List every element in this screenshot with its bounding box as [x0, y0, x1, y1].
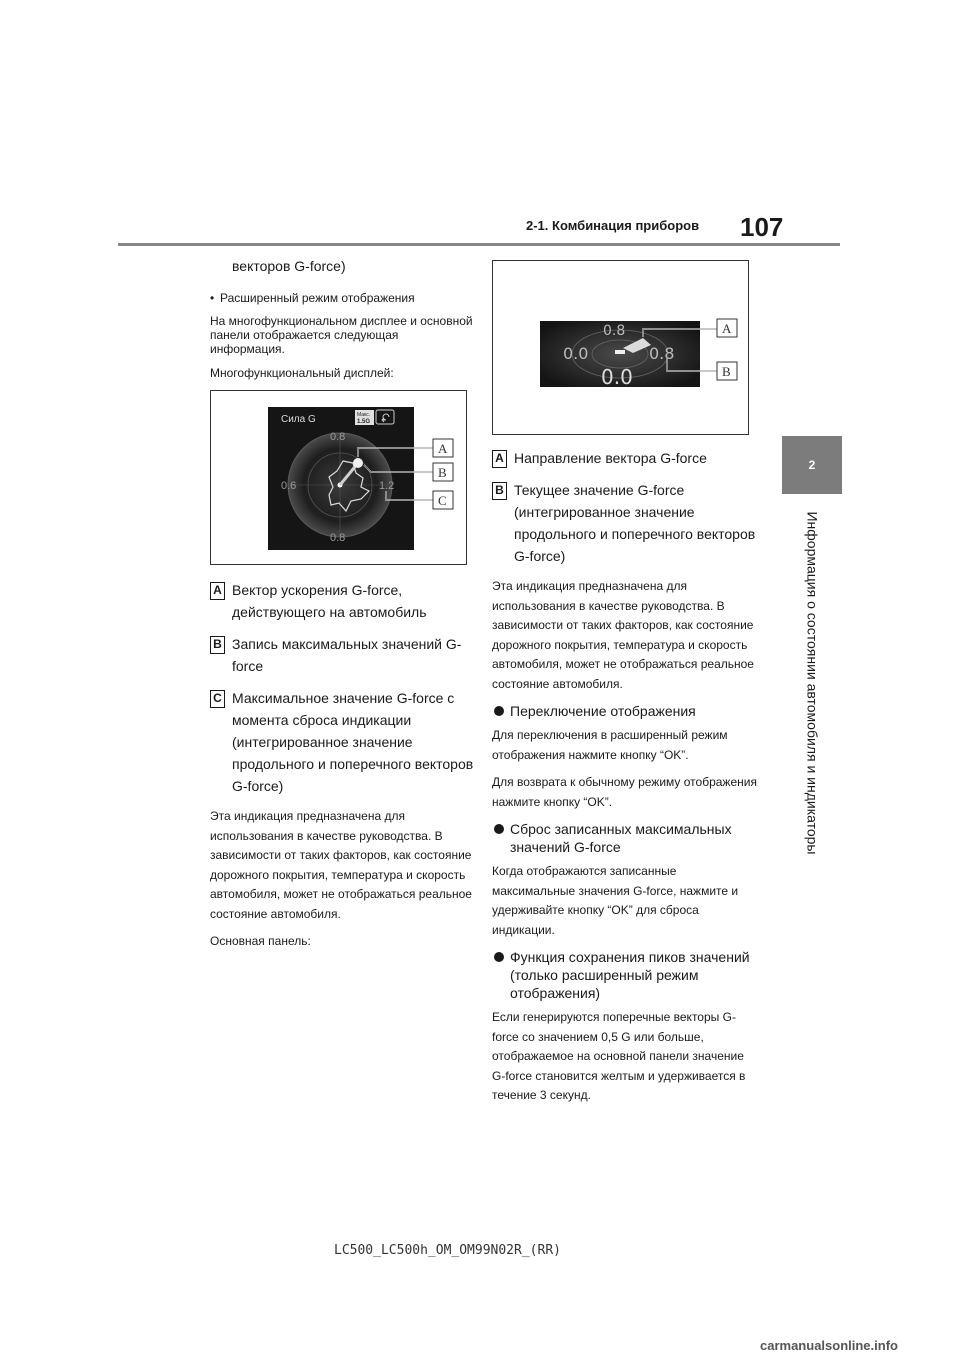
- figure-multi-info-display: [210, 390, 467, 565]
- heading-reset-max: Сброс записанных максимальных значений G-force: [492, 820, 757, 856]
- para-mfd-label: Многофункциональный дисплей:: [210, 366, 394, 380]
- page-number: 107: [740, 212, 784, 242]
- panel-callout-a: A: [722, 321, 732, 336]
- g-force-display-illustration: [211, 391, 468, 566]
- figure-main-panel: [492, 260, 749, 435]
- para-peak-hold: Если генерируются поперечные векторы G-force со значением 0,5 G или больше, отображаемое на основной панели значение G-force становится желтым и удерживается в течение 3 секунд.: [492, 1010, 746, 1102]
- vector-dot: [353, 458, 363, 468]
- panel-marker-a: A: [492, 450, 507, 468]
- footer-watermark: carmanualsonline.info: [760, 1338, 898, 1353]
- panel-marker-b: B: [492, 482, 507, 500]
- panel-legend-item-b: [492, 479, 757, 567]
- value-top: 0.8: [330, 431, 346, 443]
- para-reset-max: Когда отображаются записанные максимальные значения G-force, нажмите и удерживайте кнопку “OK” для сброса индикации.: [492, 864, 739, 937]
- value-bottom: 0.8: [330, 532, 346, 544]
- para-guidance: Эта индикация предназначена для использования в качестве руководства. В зависимости от таких факторов, как состояние дорожного покрытия, температура и скорость автомобиля, может не отображаться реальное состояние автомобиля.: [210, 809, 472, 921]
- callout-c: C: [438, 493, 447, 508]
- para-switch-normal: Для возврата к обычному режиму отображения нажмите кнопку “OK”.: [492, 775, 757, 809]
- max-value: 1.5G: [357, 419, 371, 425]
- value-right: 1.2: [379, 480, 395, 492]
- marker-c: C: [210, 690, 225, 708]
- panel-value-right: 0.8: [649, 344, 675, 363]
- max-label: Макс.: [357, 412, 371, 418]
- left-column: [210, 254, 475, 960]
- para-switch-extended: Для переключения в расширенный режим отображения нажмите кнопку “OK”.: [492, 728, 728, 762]
- header-rule: [118, 243, 840, 246]
- heading-peak-hold: Функция сохранения пиков значений (только расширенный режим отображения): [492, 948, 757, 1002]
- panel-value-bottom: 0.0: [601, 365, 633, 389]
- para-main-panel: Основная панель:: [210, 934, 311, 948]
- chapter-tab-number: 2: [782, 436, 842, 494]
- panel-legend-text-a: Направление вектора G-force: [514, 450, 707, 466]
- legend-item-c: [210, 687, 475, 797]
- panel-value-left: 0.0: [563, 344, 589, 363]
- legend-item-b: [210, 633, 475, 677]
- para-info: На многофункциональном дисплее и основной панели отображается следующая информация.: [210, 314, 473, 356]
- panel-callout-b: B: [722, 364, 731, 379]
- chapter-tab-label: [782, 498, 842, 868]
- legend-text-a: Вектор ускорения G-force, действующего на автомобиль: [232, 582, 427, 620]
- heading-switch-display: Переключение отображения: [492, 702, 757, 720]
- marker-a: A: [210, 582, 225, 600]
- lead-continuation: векторов G-force): [232, 258, 346, 274]
- value-left: 0.6: [281, 480, 297, 492]
- chapter-tab-text: Информация о состоянии автомобиля и индикаторы: [804, 511, 821, 855]
- panel-value-top: 0.8: [603, 323, 626, 339]
- panel-para-guidance: Эта индикация предназначена для использования в качестве руководства. В зависимости от таких факторов, как состояние дорожного покрытия, температура и скорость автомобиля, может не отображаться реальное состояние автомобиля.: [492, 579, 754, 691]
- footer-document-code: LC500_LC500h_OM_OM99N02R_(RR): [334, 1243, 561, 1258]
- panel-legend-text-b: Текущее значение G-force (интегрированное значение продольного и поперечного векторов G-force): [514, 482, 756, 564]
- legend-text-b: Запись максимальных значений G-force: [232, 636, 462, 674]
- section-title: 2-1. Комбинация приборов: [526, 218, 700, 233]
- right-column: [492, 260, 757, 1114]
- marker-b: B: [210, 636, 225, 654]
- callout-b: B: [438, 465, 447, 480]
- callout-a: A: [438, 441, 448, 456]
- panel-legend-item-a: [492, 447, 757, 469]
- legend-item-a: [210, 579, 475, 623]
- bullet-extended-mode: • Расширенный режим отображения: [210, 290, 475, 306]
- legend-text-c: Максимальное значение G-force с момента сброса индикации (интегрированное значение продольного и поперечного векторов G-force): [232, 690, 474, 794]
- main-panel-illustration: [493, 261, 750, 436]
- display-title: Сила G: [281, 414, 316, 425]
